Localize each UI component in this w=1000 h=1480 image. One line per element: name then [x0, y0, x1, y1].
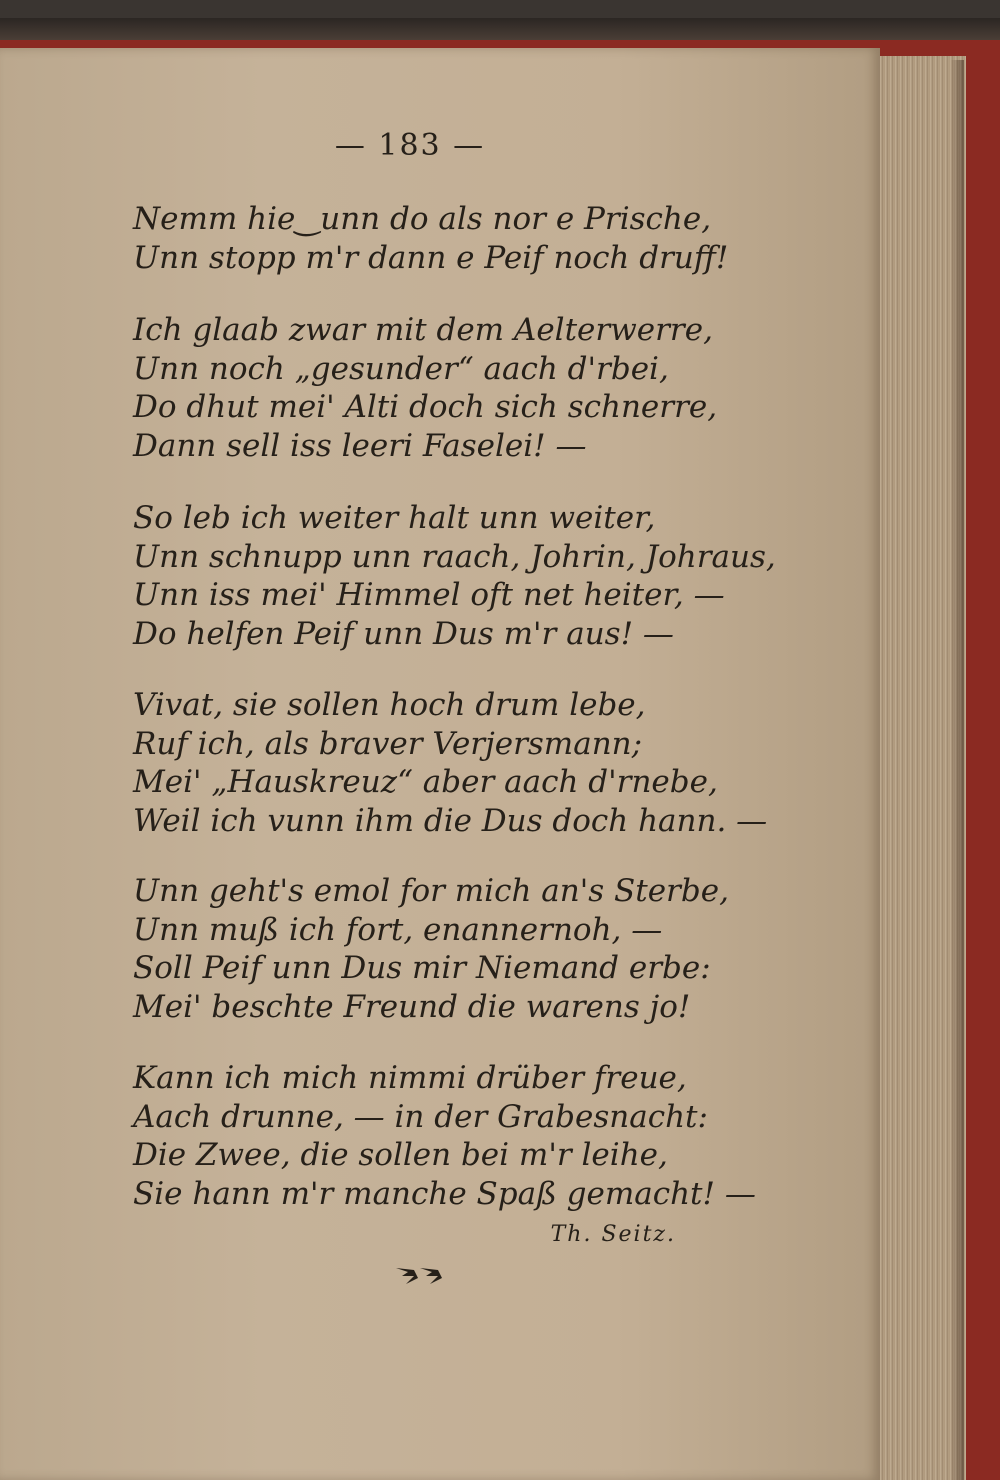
verse-line: Weil ich vunn ihm die Dus doch hann. — [133, 802, 768, 839]
verse-line: Do helfen Peif unn Dus m'r aus! — [133, 615, 674, 652]
stanza-4 [133, 686, 768, 840]
verse-line: Soll Peif unn Dus mir Niemand erbe: [133, 950, 711, 986]
stanza-6 [133, 1059, 756, 1213]
author-signature: Th. Seitz. [550, 1222, 676, 1247]
stanza-3 [133, 499, 776, 653]
verse-line: Ich glaab zwar mit dem Aelterwerre, [133, 312, 713, 348]
stanza-1 [133, 200, 753, 277]
verse-line: Do dhut mei' Alti doch sich schnerre, [133, 389, 718, 425]
verse-line: Die Zwee, die sollen bei m'r leihe, [133, 1137, 668, 1173]
cover-top-edge [0, 18, 1000, 40]
verse-line: Sie hann m'r manche Spaß gemacht! — [133, 1175, 756, 1212]
verse-line: Unn geht's emol for mich an's Sterbe, [133, 873, 729, 909]
verse-line: Aach drunne, — in der Grabesnacht: [133, 1098, 708, 1135]
verse-line: Mei' „Hauskreuz“ aber aach d'rnebe, [133, 764, 718, 800]
verse-line: Ruf ich, als braver Verjersmann; [133, 725, 643, 762]
verse-line: Mei' beschte Freund die warens jo! [133, 988, 691, 1025]
page-number: — 183 — [334, 128, 486, 163]
stanza-2 [133, 311, 753, 465]
verse-line: Unn stopp m'r dann e Peif noch druff! [133, 239, 729, 276]
verse-line: Unn schnupp unn raach, Johrin, Johraus, [133, 538, 776, 575]
page-edges-shadow [950, 60, 964, 1480]
verse-line: Kann ich mich nimmi drüber freue, [133, 1060, 687, 1096]
fleuron-ornament-icon [392, 1262, 444, 1290]
verse-line: Unn noch „gesunder“ aach d'rbei, [133, 350, 669, 387]
stanza-5 [133, 872, 753, 1026]
verse-line: Unn muß ich fort, enannernoh, — [133, 911, 663, 948]
verse-line: Nemm hie‿unn do als nor e Prische, [133, 201, 712, 237]
verse-line: So leb ich weiter halt unn weiter, [133, 500, 656, 536]
verse-line: Vivat, sie sollen hoch drum lebe, [133, 687, 646, 723]
verse-line: Dann sell iss leeri Faselei! — [133, 427, 587, 464]
verse-line: Unn iss mei' Himmel oft net heiter, — [133, 577, 725, 613]
